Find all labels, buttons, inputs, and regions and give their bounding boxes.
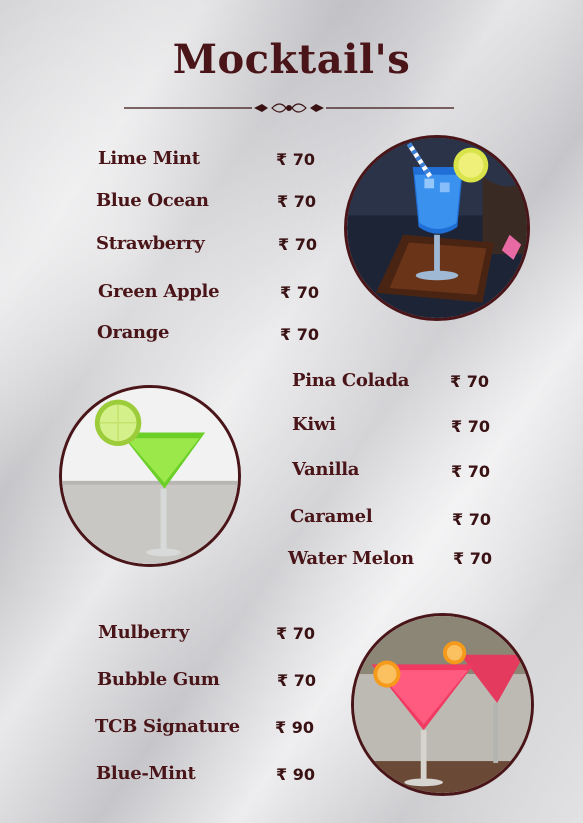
menu-item-name: Strawberry <box>96 233 205 254</box>
menu-item-name: TCB Signature <box>95 716 240 737</box>
menu-title: Mocktail's <box>172 36 411 83</box>
menu-item-price: ₹ 70 <box>453 549 492 568</box>
menu-item-name: Blue Ocean <box>96 190 209 211</box>
menu-item-price: ₹ 70 <box>277 192 316 211</box>
menu-item-price: ₹ 70 <box>450 372 489 391</box>
ornamental-divider <box>124 100 454 116</box>
menu-item-name: Water Melon <box>288 548 414 569</box>
menu-item-name: Orange <box>97 322 170 343</box>
menu-item-price: ₹ 70 <box>277 671 316 690</box>
menu-item-name: Kiwi <box>292 414 336 435</box>
menu-item-name: Caramel <box>290 506 373 527</box>
menu-item-name: Blue-Mint <box>96 763 196 784</box>
menu-item-price: ₹ 90 <box>276 765 315 784</box>
green-martini-photo <box>59 385 241 567</box>
blue-drink-photo <box>344 135 530 321</box>
menu-item-price: ₹ 70 <box>276 150 315 169</box>
menu-item-name: Vanilla <box>292 459 360 480</box>
menu-item-price: ₹ 70 <box>278 235 317 254</box>
menu-item-name: Pina Colada <box>292 370 410 391</box>
menu-item-name: Bubble Gum <box>97 669 220 690</box>
pink-cocktail-photo <box>351 613 534 796</box>
menu-item-price: ₹ 90 <box>275 718 314 737</box>
menu-item-price: ₹ 70 <box>452 510 491 529</box>
menu-item-name: Mulberry <box>98 622 189 643</box>
menu-item-price: ₹ 70 <box>280 325 319 344</box>
menu-item-name: Green Apple <box>98 281 220 302</box>
menu-item-name: Lime Mint <box>98 148 200 169</box>
menu-item-price: ₹ 70 <box>280 283 319 302</box>
menu-item-price: ₹ 70 <box>451 462 490 481</box>
menu-item-price: ₹ 70 <box>276 624 315 643</box>
menu-item-price: ₹ 70 <box>451 417 490 436</box>
